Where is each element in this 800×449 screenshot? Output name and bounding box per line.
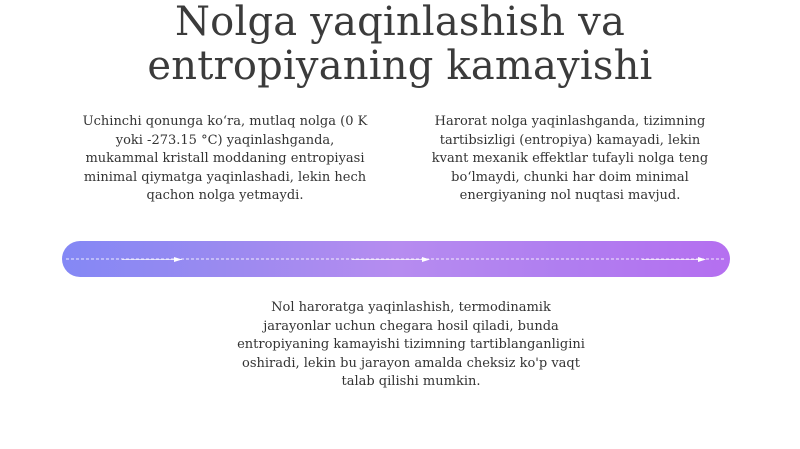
arrow-head-3-icon xyxy=(698,257,706,262)
paragraph-right: Harorat nolga yaqinlashganda, tizimning tartibsizligi (entropiya) kamayadi, lekin kvant mexanik effektlar tufayli nolga teng bo‘lmaydi, chunki har doim minimal energiyaning nol nuqtasi mavjud. xyxy=(431,114,709,203)
paragraph-bottom: Nol haroratga yaqinlashish, termodinamik jarayonlar uchun chegara hosil qiladi, bunda entropiyaning kamayishi tizimning tartiblanganligini oshiradi, lekin bu jarayon amalda cheksiz ko'p vaqt talab qilishi mumkin. xyxy=(237,300,585,389)
arrow-head-1-icon xyxy=(174,257,182,262)
paragraph-left: Uchinchi qonunga ko‘ra, mutlaq nolga (0 K yoki -273.15 °C) yaqinlashganda, mukammal kristall moddaning entropiyasi minimal qiymatga yaqinlashadi, lekin hech qachon nolga yetmaydi. xyxy=(82,114,368,203)
arrow-head-2-icon xyxy=(422,257,430,262)
bar-arrows xyxy=(62,241,730,277)
progress-gradient-bar xyxy=(62,241,730,277)
title-line-2: entropiyaning kamayishi xyxy=(147,43,653,89)
title-line-1: Nolga yaqinlashish va xyxy=(174,0,626,45)
page-title xyxy=(0,0,800,88)
